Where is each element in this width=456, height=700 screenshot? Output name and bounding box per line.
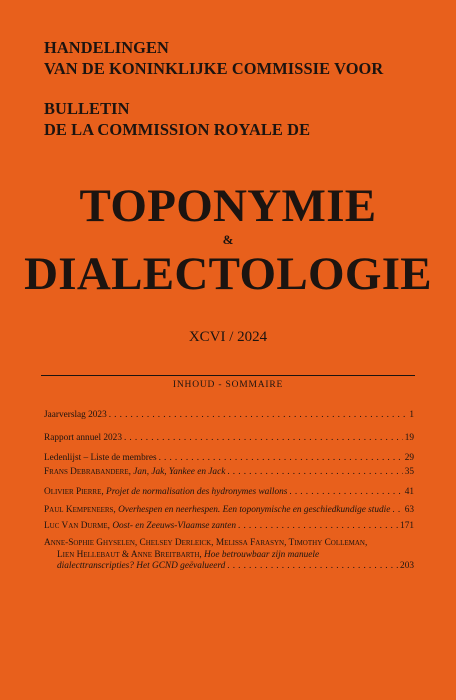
toc-article-title: Overhespen en neerhespen. Een toponymische en geschiedkundige studie <box>118 505 391 515</box>
contents-heading: INHOUD - SOMMAIRE <box>172 380 284 390</box>
leader-dots <box>109 410 408 422</box>
toc-article-title: Jan, Jak, Yankee en Jack <box>133 467 226 477</box>
volume-number: XCVI / 2024 <box>188 329 268 345</box>
leader-dots <box>159 453 403 465</box>
toc-page-number: 35 <box>404 467 414 477</box>
leader-dots <box>392 505 402 517</box>
toc-page-number: 29 <box>404 453 414 463</box>
leader-dots <box>227 561 398 573</box>
leader-dots <box>124 433 403 445</box>
toc-entry-title: Jaarverslag 2023 <box>44 410 107 420</box>
toc-page-number: 171 <box>400 521 414 531</box>
divider-rule <box>41 375 415 376</box>
toc-entry <box>44 538 414 573</box>
leader-dots <box>289 487 402 499</box>
toc-entry <box>44 410 414 422</box>
toc-authors-continued: Lien Hellebaut & Anne Breitbarth, <box>57 549 202 560</box>
toc-entry <box>44 521 414 533</box>
toc-author: Luc Van Durme, <box>44 521 110 531</box>
toc-entry <box>44 487 414 499</box>
header-line-3: BULLETIN <box>44 99 130 118</box>
leader-dots <box>238 521 398 533</box>
toc-author: Frans Debrabandere, <box>44 467 131 477</box>
toc-article-title: Hoe betrouwbaar zijn manuele <box>204 549 320 560</box>
leader-dots <box>227 467 402 479</box>
header-line-2: VAN DE KONINKLIJKE COMMISSIE VOOR <box>44 59 384 78</box>
toc-article-title: Projet de normalisation des hydronymes wallons <box>106 487 288 497</box>
toc-page-number: 1 <box>409 410 414 420</box>
toc-authors-line: Anne-Sophie Ghyselen, Chelsey Derleick, Melissa Farasyn, Timothy Colleman, <box>44 538 368 548</box>
title-toponymie: TOPONYMIE <box>79 180 377 232</box>
toc-entry <box>44 467 414 479</box>
header-line-1: HANDELINGEN <box>44 38 169 57</box>
toc-page-number: 41 <box>404 487 414 497</box>
title-ampersand: & <box>222 232 234 247</box>
toc-page-number: 203 <box>400 561 414 571</box>
toc-entry <box>44 453 414 465</box>
toc-article-title-continued: dialecttranscripties? Het GCND geëvalueerd <box>57 561 226 571</box>
toc-article-title: Oost- en Zeeuws-Vlaamse zanten <box>112 521 236 531</box>
title-dialectologie: DIALECTOLOGIE <box>24 248 432 300</box>
toc-author: Olivier Pierre, <box>44 487 104 497</box>
toc-entry-title: Ledenlijst – Liste de membres <box>44 453 157 463</box>
toc-entry <box>44 433 414 445</box>
toc-entry-title: Rapport annuel 2023 <box>44 433 122 443</box>
toc-author: Paul Kempeneers, <box>44 505 116 515</box>
toc-page-number: 19 <box>404 433 414 443</box>
header-line-4: DE LA COMMISSION ROYALE DE <box>44 120 311 139</box>
toc-page-number: 63 <box>404 505 414 515</box>
toc-entry <box>44 505 414 517</box>
